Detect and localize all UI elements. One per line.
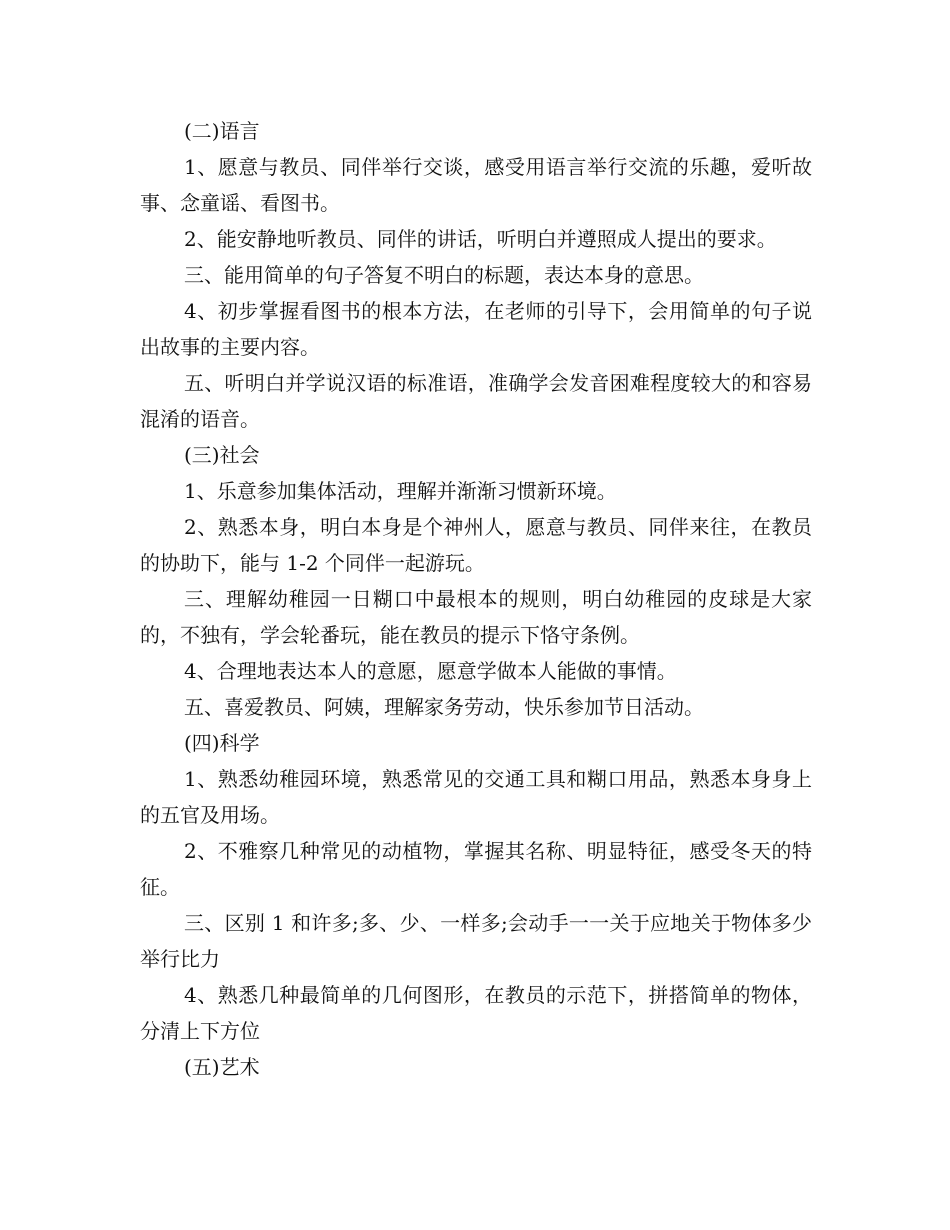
section-heading-science: (四)科学 — [184, 731, 260, 755]
paragraph: 三、理解幼稚园一日糊口中最根本的规则，明白幼稚园的皮球是大家的，不独有，学会轮番玩，能在教员的提示下恪守条例。 — [140, 587, 812, 647]
document-body — [140, 113, 812, 1085]
paragraph: 4、熟悉几种最简单的几何图形，在教员的示范下，拼搭简单的物体，分清上下方位 — [140, 983, 812, 1043]
paragraph: 1、愿意与教员、同伴举行交谈，感受用语言举行交流的乐趣，爱听故事、念童谣、看图书。 — [140, 155, 812, 215]
section-heading-language: (二)语言 — [184, 119, 260, 143]
paragraph: 2、能安静地听教员、同伴的讲话，听明白并遵照成人提出的要求。 — [184, 227, 777, 251]
section-heading-art: (五)艺术 — [184, 1055, 260, 1079]
paragraph: 三、区别 1 和许多;多、少、一样多;会动手一一关于应地关于物体多少举行比力 — [140, 911, 812, 971]
paragraph: 4、初步掌握看图书的根本方法，在老师的引导下，会用简单的句子说出故事的主要内容。 — [140, 299, 812, 359]
paragraph: 三、能用简单的句子答复不明白的标题，表达本身的意思。 — [184, 263, 704, 287]
paragraph: 2、熟悉本身，明白本身是个神州人，愿意与教员、同伴来往，在教员的协助下，能与 1-2 个同伴一起游玩。 — [140, 515, 812, 575]
paragraph: 五、听明白并学说汉语的标准语，准确学会发音困难程度较大的和容易混淆的语音。 — [140, 371, 812, 431]
paragraph: 4、合理地表达本人的意愿，愿意学做本人能做的事情。 — [184, 659, 677, 683]
paragraph: 2、不雅察几种常见的动植物，掌握其名称、明显特征，感受冬天的特征。 — [140, 839, 812, 899]
section-heading-society: (三)社会 — [184, 443, 260, 467]
paragraph: 1、乐意参加集体活动，理解并渐渐习惯新环境。 — [184, 479, 617, 503]
paragraph: 五、喜爱教员、阿姨，理解家务劳动，快乐参加节日活动。 — [184, 695, 704, 719]
paragraph: 1、熟悉幼稚园环境，熟悉常见的交通工具和糊口用品，熟悉本身身上的五官及用场。 — [140, 767, 812, 827]
